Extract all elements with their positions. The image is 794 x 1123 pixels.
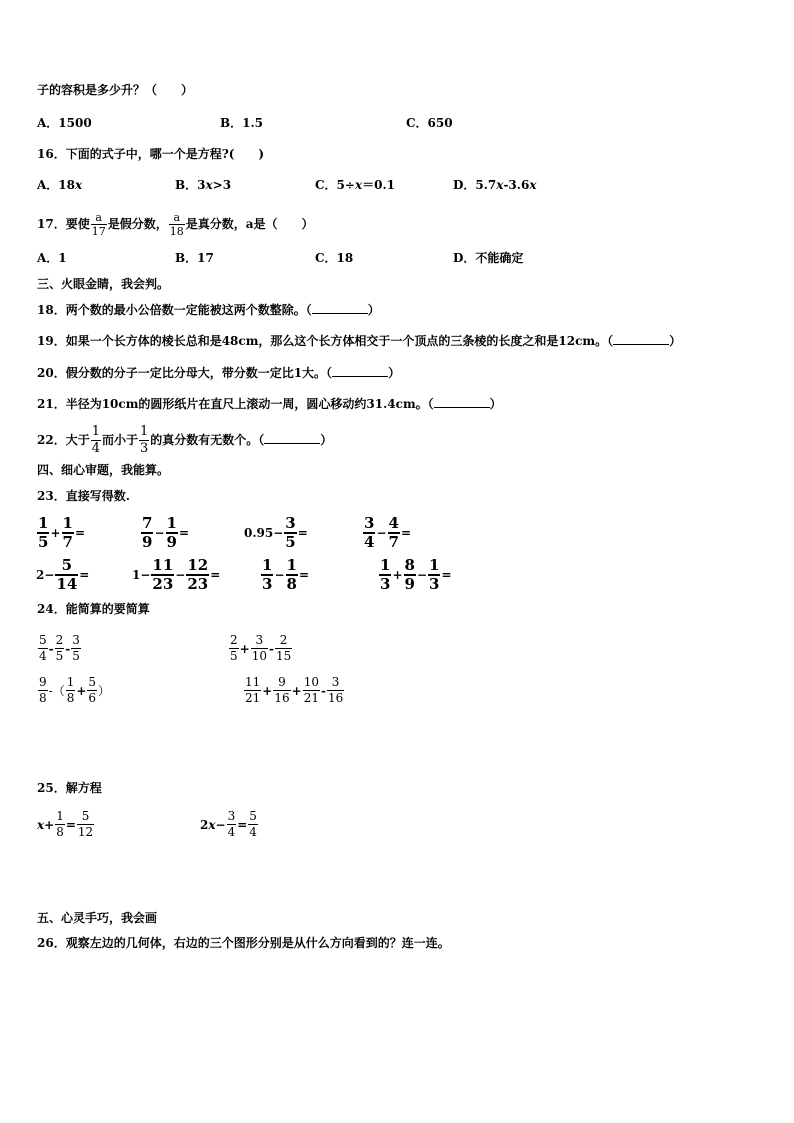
q16-option-b: B．3x>3 (175, 178, 232, 192)
q25-title: 25．解方程 (37, 781, 102, 795)
answer-blank (312, 313, 368, 314)
q17-option-c: C．18 (315, 251, 354, 265)
q15-tail: 子的容积是多少升？（ ） (37, 83, 194, 97)
q16-stem: 16．下面的式子中，哪一个是方程?( ) (37, 147, 265, 161)
q16-option-c: C．5÷x＝0.1 (315, 178, 396, 192)
q23-expr-1: $\frac{1}{5}$ + $\frac{1}{7}$ = (38, 513, 85, 551)
q17-option-b: B．17 (175, 251, 214, 265)
q22: 22．大于 $\frac{1}{4}$ 而小于 $\frac{1}{3}$ 的真分数有无数个。（ ） (37, 424, 333, 456)
q23-expr-3: 0.95− $\frac{3}{5}$ = (244, 513, 308, 551)
q24-expr-4: $\frac{11}{21}$ + $\frac{9}{16}$ + $\frac{10}{21}$ - $\frac{3}{16}$ (245, 675, 344, 705)
q15-option-a: A．1500 (37, 116, 92, 130)
q19: 19．如果一个长方体的棱长总和是48cm，那么这个长方体相交于一个顶点的三条棱的长度之和是12cm。（ ） (37, 334, 682, 348)
q23-expr-4: $\frac{3}{4}$ − $\frac{4}{7}$ = (364, 513, 411, 551)
q23-expr-6: 1− $\frac{11}{23}$ − $\frac{12}{23}$ = (132, 555, 221, 593)
answer-blank (332, 376, 388, 377)
q15-option-c: C．650 (406, 116, 453, 130)
q23-expr-8: $\frac{1}{3}$ + $\frac{8}{9}$ − $\frac{1}{3}$ = (380, 555, 452, 593)
answer-blank (264, 443, 320, 444)
q17-stem: 17．要使 $\frac{a}{17}$ 是假分数， $\frac{a}{18}$ 是真分数，a是（ ） (37, 211, 314, 238)
section3-heading: 三、火眼金睛，我会判。 (37, 277, 170, 291)
q25-equation-1: x+ $\frac{1}{8}$ = $\frac{5}{12}$ (37, 809, 94, 839)
q25-equation-2: 2x− $\frac{3}{4}$ = $\frac{5}{4}$ (200, 809, 257, 839)
q17-fraction-a-17: $\frac{a}{17}$ (91, 211, 106, 238)
answer-blank (434, 407, 490, 408)
q22-fraction-1-3: $\frac{1}{3}$ (140, 424, 149, 456)
q23-expr-2: $\frac{7}{9}$ − $\frac{1}{9}$ = (142, 513, 189, 551)
q21: 21．半径为10cm的圆形纸片在直尺上滚动一周，圆心移动约31.4cm。（ ） (37, 397, 502, 411)
q15-option-b: B．1.5 (220, 116, 264, 130)
q24-expr-3: $\frac{9}{8}$ -（ $\frac{1}{8}$ + $\frac{5}{6}$ ） (39, 675, 111, 705)
q16-option-a: A．18x (37, 178, 83, 192)
q17-option-d: D．不能确定 (453, 251, 524, 265)
section5-heading: 五、心灵手巧，我会画 (37, 911, 158, 925)
q17-option-a: A．1 (37, 251, 67, 265)
q23-expr-7: $\frac{1}{3}$ − $\frac{1}{8}$ = (262, 555, 309, 593)
q23-title: 23．直接写得数. (37, 489, 130, 503)
q23-expr-5: 2− $\frac{5}{14}$ = (36, 555, 90, 593)
q24-expr-1: $\frac{5}{4}$ - $\frac{2}{5}$ - $\frac{3}{5}$ (39, 633, 80, 663)
q24-expr-2: $\frac{2}{5}$ + $\frac{3}{10}$ - $\frac{2}{15}$ (230, 633, 292, 663)
q22-fraction-1-4: $\frac{1}{4}$ (91, 424, 100, 456)
answer-blank (613, 344, 669, 345)
q26: 26．观察左边的几何体，右边的三个图形分别是从什么方向看到的？连一连。 (37, 936, 450, 950)
q20: 20．假分数的分子一定比分母大，带分数一定比1大。（ ） (37, 366, 401, 380)
q18: 18．两个数的最小公倍数一定能被这两个数整除。（ ） (37, 303, 380, 317)
q24-title: 24．能简算的要简算 (37, 602, 150, 616)
q16-option-d: D．5.7x-3.6x (453, 178, 537, 192)
q17-fraction-a-18: $\frac{a}{18}$ (169, 211, 184, 238)
section4-heading: 四、细心审题，我能算。 (37, 463, 170, 477)
